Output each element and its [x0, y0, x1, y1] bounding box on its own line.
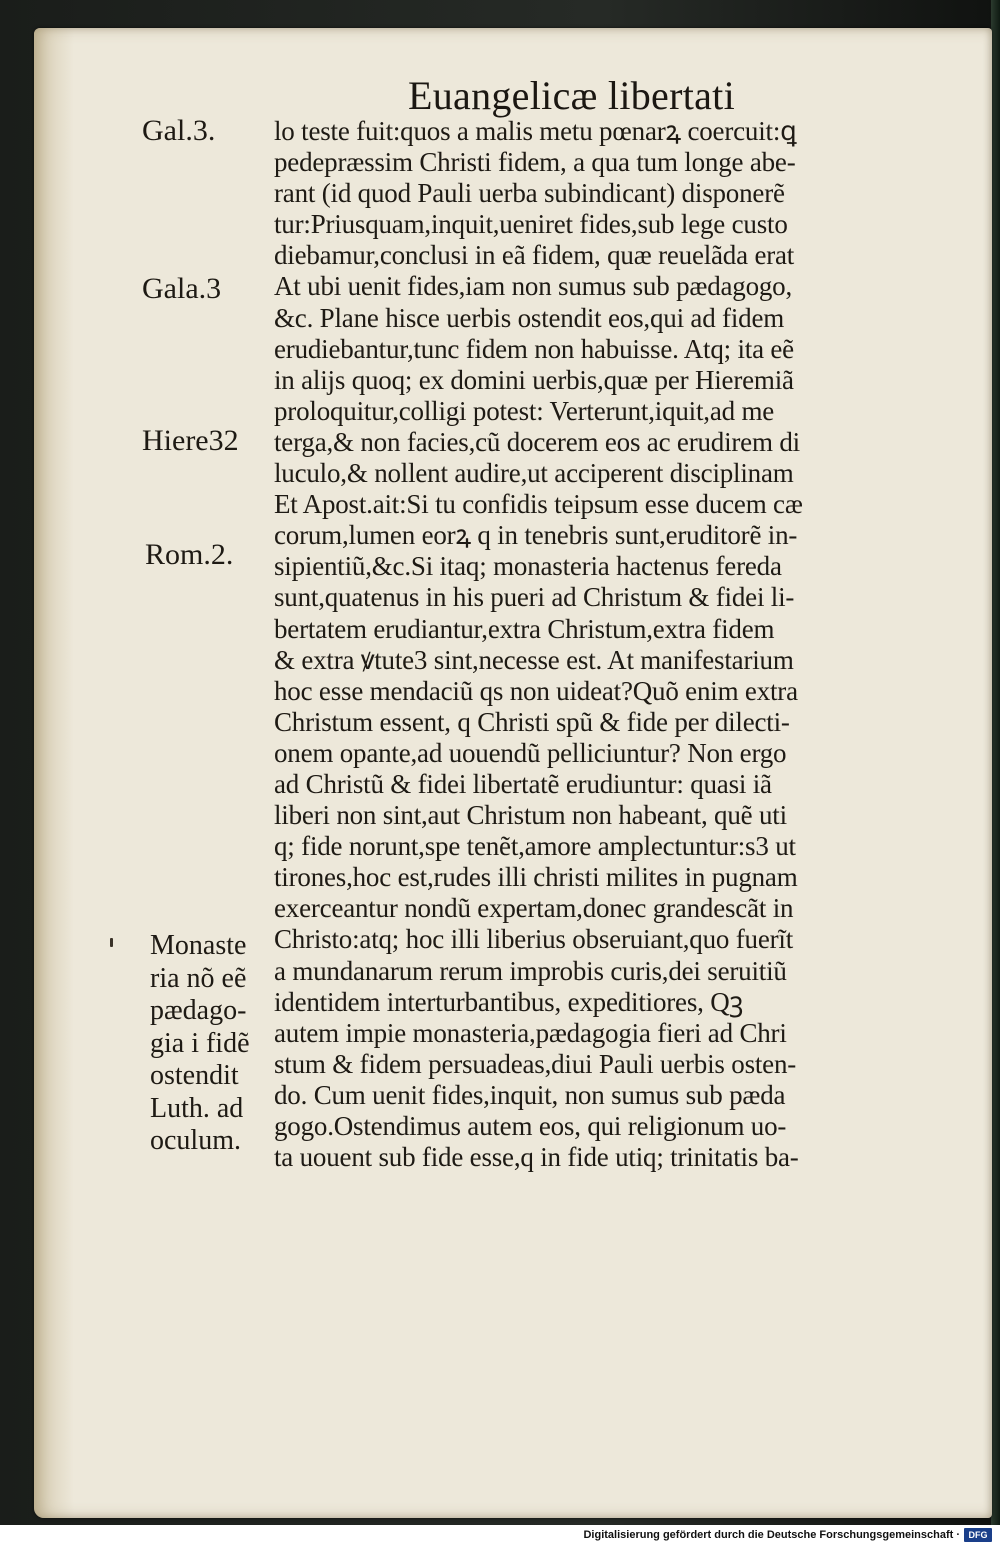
text-line: hoc esse mendaciũ qs non uideat?Quõ enim extra	[274, 675, 798, 706]
text-line: corum,lumen eorꝝ q in tenebris sunt,eruditorẽ in-	[274, 520, 798, 551]
text-line: gogo.Ostendimus autem eos, qui religionum uo-	[274, 1111, 787, 1141]
text-line: Christum essent, q Christi spũ & fide per dilecti-	[274, 706, 790, 737]
text-line: exerceantur nondũ expertam,donec grandescãt in	[274, 893, 794, 924]
text-line: & extra ꝟtute3 sint,necesse est. At manifestarium	[274, 644, 794, 675]
text-line: sunt,quatenus in his pueri ad Christum & fidei li-	[274, 582, 795, 613]
text-line: &c. Plane hisce uerbis ostendit eos,qui ad fidem	[274, 302, 785, 333]
marginal-note-rom: Rom.2.	[145, 538, 234, 571]
text-line: terga,& non facies,cũ docerem eos ac erudirem di	[274, 426, 800, 457]
text-line: a mundanarum rerum improbis curis,dei seruitiũ	[274, 955, 787, 986]
text-line: tur:Priusquam,inquit,ueniret fides,sub lege custo	[274, 209, 788, 240]
text-line: stum & fidem persuadeas,diui Pauli uerbis osten-	[274, 1048, 797, 1079]
text-line: rant (id quod Pauli uerba subindicant) disponerẽ	[274, 178, 785, 209]
text-line: identidem interturbantibus, expeditiores, Qꝫ	[274, 986, 744, 1017]
funding-credit: Digitalisierung gefördert durch die Deutsche Forschungsgemeinschaft ·	[583, 1529, 960, 1541]
text-line: autem impie monasteria,pædagogia fieri ad Chri	[274, 1017, 787, 1048]
ink-mark	[110, 938, 113, 947]
text-line: q; fide norunt,spe tenẽt,amore amplectuntur:s3 ut	[274, 831, 796, 862]
running-header: Euangelicæ libertati	[408, 73, 735, 118]
text-line: Christo:atq; hoc illi liberius obseruiant,quo fuerĩt	[274, 924, 794, 955]
text-line: At ubi uenit fides,iam non sumus sub pædagogo,	[274, 271, 793, 302]
marginal-note-line: Monaste	[150, 930, 247, 961]
marginal-note-line: oculum.	[150, 1125, 241, 1156]
book-edge	[991, 0, 1000, 1525]
marginal-note-line: ostendit	[150, 1060, 239, 1091]
marginal-note-gala: Gala.3	[142, 272, 222, 305]
marginal-note-line: pædago-	[150, 995, 247, 1026]
text-line: diebamur,conclusi in eã fidem, quæ reuelãda erat	[274, 240, 795, 271]
text-line: erudiebantur,tunc fidem non habuisse. Atq; ita eẽ	[274, 333, 794, 364]
text-line: do. Cum uenit fides,inquit, non sumus sub pæda	[274, 1079, 786, 1110]
body-text	[274, 116, 914, 1173]
text-line: Et Apost.ait:Si tu confidis teipsum esse ducem cæ	[274, 489, 803, 520]
marginal-note-line: Luth. ad	[150, 1092, 244, 1124]
dfg-logo: DFG	[964, 1528, 992, 1542]
marginal-note-gal: Gal.3.	[142, 114, 216, 147]
text-line: tirones,hoc est,rudes illi christi milites in pugnam	[274, 862, 798, 893]
marginal-note-hiere: Hiere32	[142, 424, 239, 457]
marginal-note-monasteria	[150, 930, 250, 1158]
text-line: pedepræssim Christi fidem, a qua tum longe abe-	[274, 147, 796, 178]
text-line: proloquitur,colligi potest: Verterunt,iquit,ad me	[274, 395, 775, 426]
text-line: luculo,& nollent audire,ut acciperent disciplinam	[274, 458, 794, 489]
text-line: liberi non sint,aut Christum non habeant, quẽ uti	[274, 800, 787, 831]
text-line: bertatem erudiantur,extra Christum,extra fidem	[274, 613, 775, 644]
marginal-note-line: gia i fidẽ	[150, 1027, 250, 1059]
text-line: ta uouent sub fide esse,q in fide utiq; trinitatis ba-	[274, 1142, 799, 1173]
marginal-note-line: ria nõ eẽ	[150, 962, 247, 994]
text-line: onem opante,ad uouendũ pelliciuntur? Non ergo	[274, 737, 787, 768]
text-line: ad Christũ & fidei libertatẽ erudiuntur: quasi iã	[274, 768, 772, 799]
text-line: sipientiũ,&c.Si itaq; monasteria hactenus fereda	[274, 551, 782, 582]
text-line: lo teste fuit:quos a malis metu pœnarꝝ coercuit:ꝗ	[274, 116, 797, 146]
text-line: in alijs quoq; ex domini uerbis,quæ per Hieremiã	[274, 364, 794, 395]
